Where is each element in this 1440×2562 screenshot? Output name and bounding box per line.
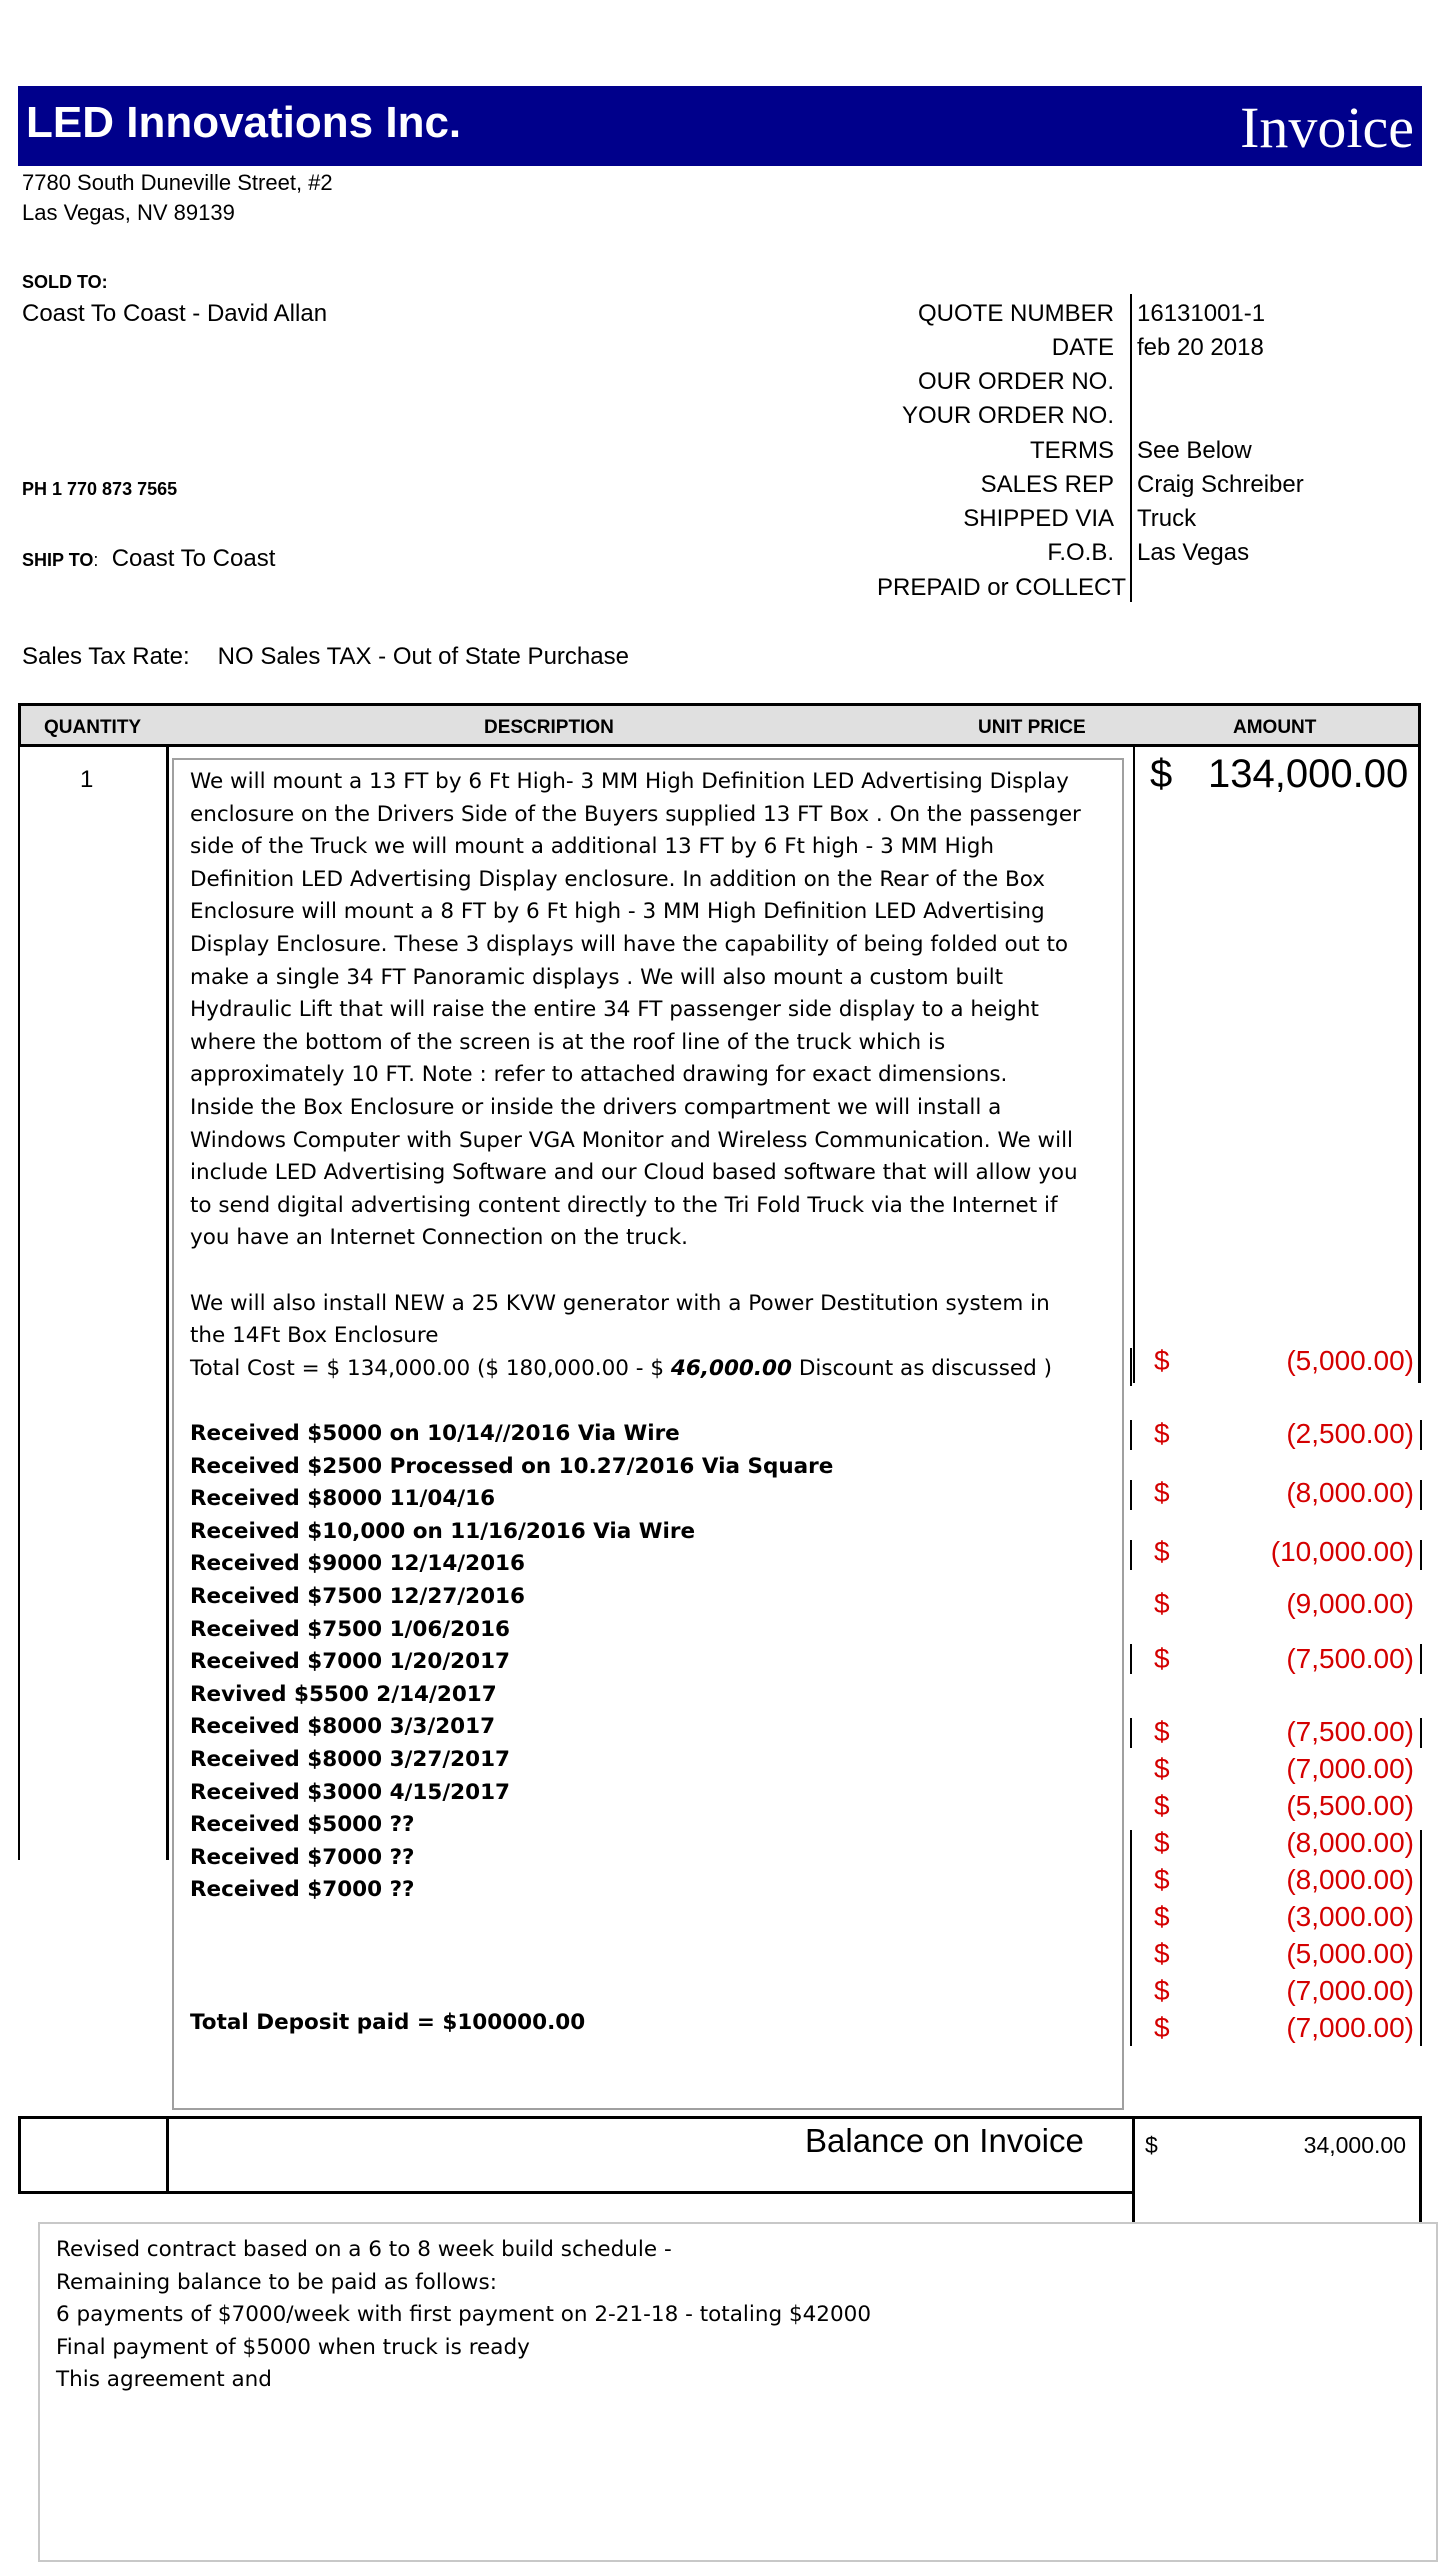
note-line: Revised contract based on a 6 to 8 week build schedule - bbox=[56, 2237, 672, 2262]
balance-label: Balance on Invoice bbox=[805, 2122, 1084, 2159]
total-cost-prefix: Total Cost = $ 134,000.00 ($ 180,000.00 - $ bbox=[190, 1355, 671, 1381]
payment-currency: $ bbox=[1154, 1643, 1170, 1674]
total-cost-discount: 46,000.00 bbox=[670, 1355, 792, 1381]
ship-to-value: Coast To Coast bbox=[111, 545, 276, 572]
payment-amount: (3,000.00) bbox=[1286, 1901, 1414, 1932]
meta-label: YOUR ORDER NO. bbox=[901, 402, 1114, 429]
amount-currency: $ bbox=[1150, 752, 1173, 796]
received-line: Received $5000 on 10/14//2016 Via Wire bbox=[190, 1421, 680, 1446]
meta-value: Truck bbox=[1137, 505, 1197, 532]
received-line: Received $10,000 on 11/16/2016 Via Wire bbox=[190, 1518, 696, 1544]
balance-divider bbox=[166, 2116, 169, 2194]
received-line: Received $2500 Processed on 10.27/2016 Via Square bbox=[190, 1453, 834, 1479]
col-description: DESCRIPTION bbox=[484, 717, 614, 738]
payment-currency: $ bbox=[1154, 1536, 1170, 1567]
received-line: Revived $5500 2/14/2017 bbox=[190, 1681, 497, 1707]
payment-amount: (8,000.00) bbox=[1286, 1827, 1414, 1858]
payment-currency: $ bbox=[1154, 1975, 1170, 2006]
meta-label: DATE bbox=[1051, 334, 1114, 361]
payment-amount: (8,000.00) bbox=[1286, 1864, 1414, 1895]
meta-value: feb 20 2018 bbox=[1137, 334, 1264, 361]
payment-amount: (8,000.00) bbox=[1286, 1477, 1414, 1508]
meta-label: F.O.B. bbox=[1047, 539, 1114, 566]
description-line: Display Enclosure. These 3 displays will have the capability of being folded out to bbox=[190, 931, 1069, 957]
quantity-cell: 1 bbox=[80, 766, 94, 793]
meta-label: PREPAID or COLLECT bbox=[877, 574, 1126, 601]
received-line: Received $8000 3/27/2017 bbox=[190, 1746, 511, 1772]
meta-value: Craig Schreiber bbox=[1137, 471, 1304, 498]
note-line: Final payment of $5000 when truck is ready bbox=[56, 2334, 530, 2360]
notes-text bbox=[56, 2234, 871, 2397]
meta-label: SHIPPED VIA bbox=[963, 505, 1114, 532]
col-unit-price: UNIT PRICE bbox=[978, 717, 1086, 738]
sales-tax-label: Sales Tax Rate: bbox=[22, 643, 190, 670]
generator-line: the 14Ft Box Enclosure bbox=[190, 1323, 439, 1349]
description-text bbox=[190, 766, 1110, 1385]
note-line: Remaining balance to be paid as follows: bbox=[56, 2269, 497, 2295]
description-line: Enclosure will mount a 8 FT by 6 Ft high - 3 MM High Definition LED Advertising bbox=[190, 899, 1045, 925]
received-line: Received $7500 1/06/2016 bbox=[190, 1616, 511, 1642]
address-line2: Las Vegas, NV 89139 bbox=[22, 200, 235, 225]
payment-currency: $ bbox=[1154, 1938, 1170, 1969]
payment-currency: $ bbox=[1154, 1418, 1170, 1449]
payment-currency: $ bbox=[1154, 1864, 1170, 1895]
payment-currency: $ bbox=[1154, 1345, 1170, 1376]
received-line: Received $5000 ?? bbox=[190, 1812, 415, 1838]
note-line: 6 payments of $7000/week with first payment on 2-21-18 - totaling $42000 bbox=[56, 2302, 872, 2328]
meta-label: OUR ORDER NO. bbox=[917, 368, 1114, 395]
sales-tax-value: NO Sales TAX - Out of State Purchase bbox=[217, 643, 629, 670]
payment-currency: $ bbox=[1154, 1827, 1170, 1858]
col-amount: AMOUNT bbox=[1233, 717, 1317, 738]
address-line1: 7780 South Duneville Street, #2 bbox=[22, 170, 333, 195]
received-line: Received $7000 ?? bbox=[190, 1844, 415, 1870]
payment-amount: (5,500.00) bbox=[1286, 1790, 1414, 1821]
document-title: Invoice bbox=[1240, 95, 1414, 160]
generator-line: We will also install NEW a 25 KVW generator with a Power Destitution system in bbox=[190, 1290, 1050, 1316]
payment-currency: $ bbox=[1154, 1716, 1170, 1747]
received-line: Received $3000 4/15/2017 bbox=[190, 1779, 511, 1805]
col-quantity: QUANTITY bbox=[44, 717, 142, 738]
sold-to-label: SOLD TO: bbox=[22, 272, 108, 292]
description-line: to send digital advertising content directly to the Tri Fold Truck via the Internet if bbox=[190, 1192, 1058, 1218]
payment-currency: $ bbox=[1154, 1753, 1170, 1784]
payment-currency: $ bbox=[1154, 1790, 1170, 1821]
ship-to-label: SHIP TO bbox=[22, 550, 94, 570]
table-header bbox=[18, 703, 1421, 747]
meta-label: QUOTE NUMBER bbox=[917, 300, 1114, 327]
meta-label: SALES REP bbox=[980, 471, 1114, 498]
description-line: Hydraulic Lift that will raise the entire 34 FT passenger side display to a height bbox=[190, 997, 1039, 1023]
meta-value: See Below bbox=[1137, 437, 1252, 464]
ship-to-colon: : bbox=[93, 550, 99, 570]
payment-amount: (9,000.00) bbox=[1286, 1588, 1414, 1619]
payment-amount: (10,000.00) bbox=[1270, 1536, 1414, 1567]
meta-value: Las Vegas bbox=[1137, 539, 1250, 566]
description-line: We will mount a 13 FT by 6 Ft High- 3 MM High Definition LED Advertising Display bbox=[190, 769, 1069, 794]
payment-amount: (7,500.00) bbox=[1286, 1643, 1414, 1674]
payment-amount: (5,000.00) bbox=[1286, 1938, 1414, 1969]
description-line: Windows Computer with Super VGA Monitor and Wireless Communication. We will bbox=[190, 1127, 1074, 1153]
received-line: Received $9000 12/14/2016 bbox=[190, 1551, 525, 1577]
meta-label: TERMS bbox=[1030, 437, 1114, 464]
amount-value: 134,000.00 bbox=[1208, 752, 1409, 796]
sold-to-name: Coast To Coast - David Allan bbox=[22, 300, 328, 327]
description-line: approximately 10 FT. Note : refer to attached drawing for exact dimensions. bbox=[190, 1062, 1008, 1088]
description-line: Definition LED Advertising Display enclosure. In addition on the Rear of the Box bbox=[190, 866, 1046, 892]
ship-to bbox=[22, 545, 275, 573]
received-line: Received $7000 1/20/2017 bbox=[190, 1649, 511, 1675]
company-name: LED Innovations Inc. bbox=[26, 98, 462, 147]
amount-left-rule bbox=[1133, 747, 1135, 1383]
received-line: Received $8000 11/04/16 bbox=[190, 1486, 496, 1512]
balance-amount: 34,000.00 bbox=[1303, 2132, 1406, 2158]
description-line: where the bottom of the screen is at the roof line of the truck which is bbox=[190, 1029, 946, 1055]
payment-amount: (7,000.00) bbox=[1286, 1975, 1414, 2006]
payment-currency: $ bbox=[1154, 1477, 1170, 1508]
payment-amount: (2,500.00) bbox=[1286, 1418, 1414, 1449]
payment-amount: (5,000.00) bbox=[1286, 1345, 1414, 1376]
payment-currency: $ bbox=[1154, 1588, 1170, 1619]
received-line: Received $7000 ?? bbox=[190, 1877, 415, 1903]
amount-right-rule bbox=[1418, 747, 1421, 1383]
description-line: include LED Advertising Software and our Cloud based software that will allow you bbox=[190, 1160, 1078, 1186]
total-deposit: Total Deposit paid = $100000.00 bbox=[190, 2010, 586, 2035]
meta-divider bbox=[1130, 294, 1132, 602]
total-cost-line bbox=[190, 1353, 1110, 1386]
total-cost-suffix: Discount as discussed ) bbox=[791, 1355, 1053, 1381]
sales-tax bbox=[22, 643, 629, 671]
note-line: This agreement and bbox=[56, 2367, 272, 2393]
qty-rule bbox=[166, 747, 169, 1860]
table-left-rule bbox=[18, 747, 20, 1860]
payment-amount: (7,500.00) bbox=[1286, 1716, 1414, 1747]
meta-value: 16131001-1 bbox=[1137, 300, 1266, 327]
payment-currency: $ bbox=[1154, 2012, 1170, 2043]
description-line: side of the Truck we will mount a additional 13 FT by 6 Ft high - 3 MM High bbox=[190, 834, 994, 860]
payment-amount: (7,000.00) bbox=[1286, 1753, 1414, 1784]
payment-amount: (7,000.00) bbox=[1286, 2012, 1414, 2043]
description-line: Inside the Box Enclosure or inside the drivers compartment we will install a bbox=[190, 1094, 1002, 1120]
phone: PH 1 770 873 7565 bbox=[22, 479, 178, 499]
description-line: you have an Internet Connection on the truck. bbox=[190, 1225, 688, 1251]
received-line: Received $7500 12/27/2016 bbox=[190, 1583, 525, 1609]
description-line: enclosure on the Drivers Side of the Buyers supplied 13 FT Box . On the passenger bbox=[190, 801, 1081, 827]
received-list bbox=[190, 1418, 833, 1907]
balance-currency: $ bbox=[1145, 2132, 1158, 2158]
description-line: make a single 34 FT Panoramic displays . We will also mount a custom built bbox=[190, 964, 1004, 990]
payment-currency: $ bbox=[1154, 1901, 1170, 1932]
received-line: Received $8000 3/3/2017 bbox=[190, 1714, 496, 1740]
